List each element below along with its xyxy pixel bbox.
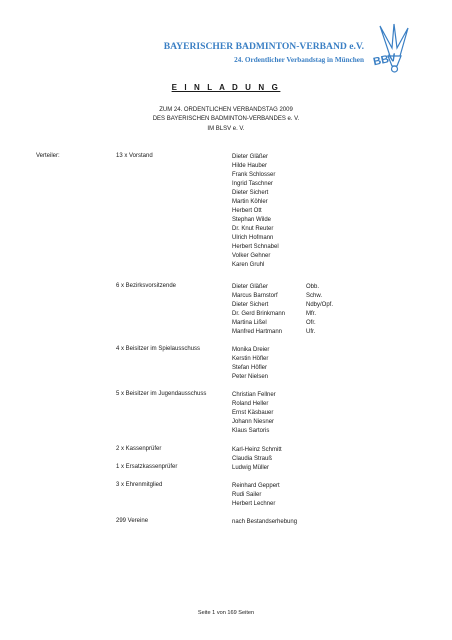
member-name: Ingrid Taschner xyxy=(232,181,273,187)
member-name: Manfred Hartmann xyxy=(232,329,283,335)
member-name: Frank Schlosser xyxy=(232,172,276,178)
member-name: Herbert Ott xyxy=(232,208,262,214)
group-count-label: 1 x Ersatzkassenprüfer xyxy=(116,464,178,470)
member-region: Ofr. xyxy=(306,320,316,326)
group-count-label: 299 Vereine xyxy=(116,518,149,524)
member-name: Roland Heller xyxy=(232,401,269,407)
group-count-label: 3 x Ehrenmitglied xyxy=(116,482,163,488)
group-count-label: 2 x Kassenprüfer xyxy=(116,446,162,452)
header-event: 24. Ordentlicher Verbandstag in München xyxy=(234,56,364,64)
member-name: Johann Niesner xyxy=(232,419,275,425)
member-name: Rudi Sailer xyxy=(232,492,262,498)
member-name: nach Bestandserhebung xyxy=(232,519,298,525)
member-name: Dieter Sichert xyxy=(232,190,269,196)
member-name: Dieter Sichert xyxy=(232,302,269,308)
member-name: Reinhard Geppert xyxy=(232,483,280,489)
member-name: Stephan Wilde xyxy=(232,217,272,223)
page-footer: Seite 1 von 169 Seiten xyxy=(197,610,255,616)
intro-line: ZUM 24. ORDENTLICHEN VERBANDSTAG 2009 xyxy=(159,107,293,113)
member-name: Dr. Gerd Brinkmann xyxy=(232,311,286,317)
member-name: Kerstin Höfler xyxy=(232,356,269,362)
member-name: Dr. Knut Reuter xyxy=(232,226,274,232)
member-name: Ulrich Hofmann xyxy=(232,235,274,241)
member-name: Monika Dreier xyxy=(232,347,270,353)
member-region: Schw. xyxy=(306,293,323,299)
member-name: Klaus Sartoris xyxy=(232,428,270,434)
member-name: Christian Fellner xyxy=(232,392,276,398)
group-count-label: 13 x Vorstand xyxy=(116,153,153,159)
group-count-label: 6 x Bezirksvorsitzende xyxy=(116,283,177,289)
member-name: Stefan Höfler xyxy=(232,365,268,371)
group-count-label: 5 x Beisitzer im Jugendausschuss xyxy=(116,391,207,397)
intro-line: DES BAYERISCHEN BADMINTON-VERBANDES e. V. xyxy=(152,116,300,123)
header-org-name: BAYERISCHER BADMINTON-VERBAND e.V. xyxy=(163,41,364,52)
member-name: Martin Köhler xyxy=(232,199,268,205)
logo-text: BBV xyxy=(372,51,398,69)
member-name: Martina Lißel xyxy=(232,320,267,326)
intro-block xyxy=(0,106,452,134)
member-name: Karen Gruhl xyxy=(232,262,265,268)
member-region: Obb. xyxy=(306,284,320,290)
distribution-label: Verteiler: xyxy=(36,153,60,159)
intro-line: IM BLSV e. V. xyxy=(207,125,245,132)
member-name: Herbert Schnabel xyxy=(232,244,279,250)
member-name: Hilde Hauber xyxy=(232,163,268,169)
member-name: Karl-Heinz Schmitt xyxy=(232,447,282,453)
member-name: Ludwig Müller xyxy=(232,465,270,471)
member-region: Mfr. xyxy=(306,311,316,317)
member-name: Ernst Käsbauer xyxy=(232,410,274,416)
member-name: Claudia Strauß xyxy=(232,456,273,462)
bbv-logo-icon xyxy=(370,20,414,74)
page-heading: E I N L A D U N G xyxy=(171,83,281,92)
member-name: Dieter Gläßer xyxy=(232,154,269,160)
member-name: Peter Nielsen xyxy=(232,374,269,380)
member-name: Herbert Lechner xyxy=(232,501,276,507)
member-name: Marcus Barnstorf xyxy=(232,293,278,299)
member-region: Ndby/Opf. xyxy=(306,302,334,308)
member-name: Volker Gehner xyxy=(232,253,271,259)
member-name: Dieter Gläßer xyxy=(232,284,269,290)
group-count-label: 4 x Beisitzer im Spielausschuss xyxy=(116,346,201,352)
member-region: Ufr. xyxy=(306,329,316,335)
